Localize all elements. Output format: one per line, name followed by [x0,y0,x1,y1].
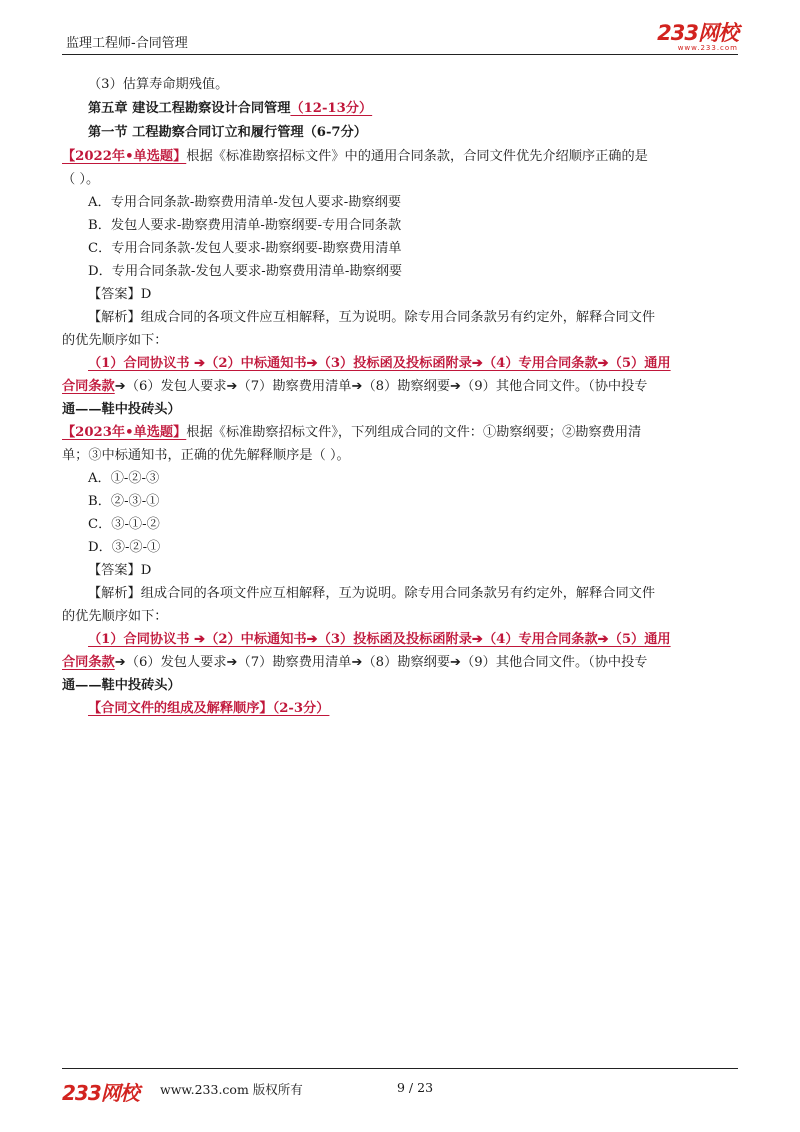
footer-logo: 233网校 [62,1081,139,1105]
page-number: 9 / 23 [397,1080,434,1095]
question-2-explanation-cont: 的优先顺序如下： [62,609,168,624]
chapter-heading [88,99,372,119]
question-1-order-line: （1）合同协议书 ➔（2）中标通知书➔（3）投标函及投标函附录➔（4）专用合同条款➔（5）通用 [88,356,671,371]
question-1-mnemonic: 通——鞋中投砖头） [62,402,181,417]
question-1-order-cont [62,377,647,397]
question-2-stem [62,423,641,443]
question-2-tag: 【2023年•单选题】 [62,425,187,440]
question-1-option-d: D．专用合同条款-发包人要求-勘察费用清单-勘察纲要 [88,264,403,279]
question-2-text-cont: 单；③中标通知书，正确的优先解释顺序是（ ）。 [62,448,350,463]
question-2-order-cont [62,653,647,673]
footer-copyright: www.233.com 版权所有 [160,1082,303,1097]
question-2-option-a: A．①-②-③ [88,471,160,486]
question-1-order-red: 合同条款 [62,379,115,394]
question-1-explanation-cont: 的优先顺序如下： [62,333,168,348]
question-1-option-a: A．专用合同条款-勘察费用清单-发包人要求-勘察纲要 [88,195,402,210]
question-2-answer: 【答案】D [88,563,152,578]
question-2-text: 根据《标准勘察招标文件》，下列组成合同的文件：①勘察纲要；②勘察费用清 [186,425,642,440]
page-header [62,20,738,55]
header-title: 监理工程师-合同管理 [66,36,188,51]
brand-logo [657,22,738,52]
question-1-option-b: B．发包人要求-勘察费用清单-勘察纲要-专用合同条款 [88,218,402,233]
text-line: （3）估算寿命期残值。 [88,77,229,92]
question-2-order-red: 合同条款 [62,655,115,670]
logo-text: 233网校 [657,21,738,45]
question-1-option-c: C．专用合同条款-发包人要求-勘察纲要-勘察费用清单 [88,241,402,256]
question-1-answer: 【答案】D [88,287,152,302]
chapter-score: （12-13分） [290,101,373,116]
question-2-option-b: B．②-③-① [88,494,160,509]
page-footer [62,1068,738,1105]
question-1-explanation: 【解析】组成合同的各项文件应互相解释，互为说明。除专用合同条款另有约定外，解释合同文件 [88,310,656,325]
question-1-order-rest: ➔（6）发包人要求➔（7）勘察费用清单➔（8）勘察纲要➔（9）其他合同文件。（协中投专 [114,379,648,394]
question-1-text: 根据《标准勘察招标文件》中的通用合同条款，合同文件优先介绍顺序正确的是 [186,149,648,164]
question-1-stem [62,147,648,167]
question-2-order-rest: ➔（6）发包人要求➔（7）勘察费用清单➔（8）勘察纲要➔（9）其他合同文件。（协中投专 [114,655,648,670]
question-2-option-c: C．③-①-② [88,517,160,532]
topic-heading: 【合同文件的组成及解释顺序】（2-3分） [88,701,330,716]
question-2-mnemonic: 通——鞋中投砖头） [62,678,181,693]
chapter-title: 第五章 建设工程勘察设计合同管理 [88,101,291,116]
question-2-order-line: （1）合同协议书 ➔（2）中标通知书➔（3）投标函及投标函附录➔（4）专用合同条款➔（5）通用 [88,632,671,647]
question-1-blank: （ ）。 [62,172,100,187]
section-heading: 第一节 工程勘察合同订立和履行管理（6-7分） [88,125,367,140]
logo-url: www.233.com [677,44,738,52]
question-1-tag: 【2022年•单选题】 [62,149,187,164]
question-2-option-d: D．③-②-① [88,540,161,555]
question-2-explanation: 【解析】组成合同的各项文件应互相解释，互为说明。除专用合同条款另有约定外，解释合同文件 [88,586,656,601]
